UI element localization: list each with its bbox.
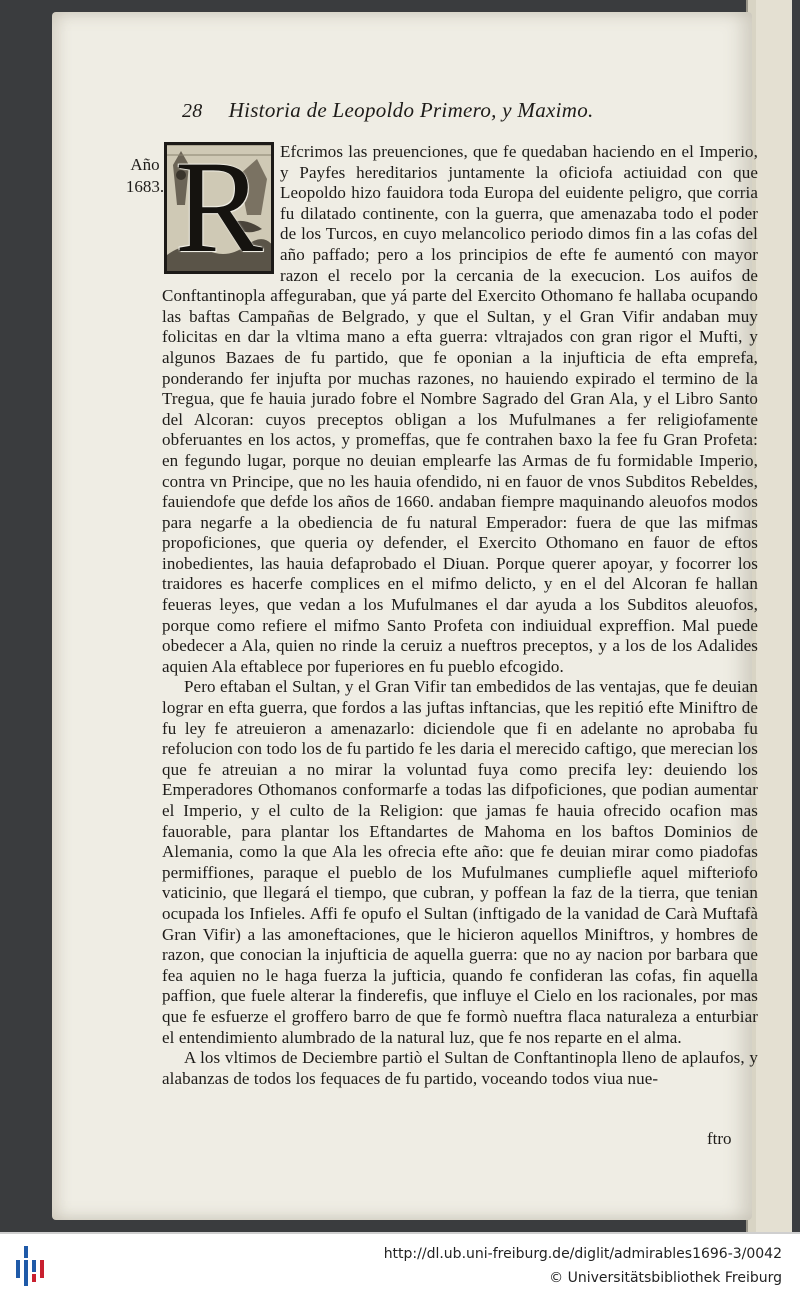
viewer-footer: [0, 1232, 800, 1293]
paragraph-1: Efcrimos las preuenciones, que fe quedaban haciendo en el Imperio, y Payfes hereditarios juntamente la oficiofa actiuidad con que Leopoldo hizo fauidora toda Europa del euidente peligro, que corria fu dilatado continente, con la guerra, que amenazaba todo el poder de los Turcos, en cuyo melancolico periodo dimos fin a las cofas del año paffado; pero a los principios de efte fe aumentó con mayor razon el recelo por la cercania de la execucion. Los auifos de Conftantinopla affeguraban, que yá parte del Exercito Othomano fe hallaba ocupando las baftas Campañas de Belgrado, y que el Sultan, y el Gran Vifir andaban muy folicitas en dar la vltima mano a efta guerra: vltrajados con gran rigor el Mufti, y algunos Bazaes de fu partido, que fe oponian a la injufticia de efta emprefa, ponderando fer injufta por muchas razones, no hauiendo expirado el termino de la Tregua, que fe hauia jurado fobre el Nombre Sagrado del Gran Ala, y el Libro Santo del Alcoran: cuyos preceptos obligan a los Mufulmanes a fer religiofamente obferuantes en los actos, y promeffas, que fe contrahen baxo la fee fu Gran Profeta: en fegundo lugar, porque no deuian emplearfe las Armas de fu formidable Imperio, contra vn Principe, que no les hauia ofendido, ni en fauor de vnos Subditos Rebeldes, fauiendofe que defde los años de 1660. andaban fiempre maquinando aleuofos modos para negarfe a la obediencia de fu natural Emperador: fuera de que las mifmas propoficiones, que queria oy defender, el Exercito Othomano en fauor de eftos inobedientes, las hauia defaprobado el Diuan. Porque querer apoyar, y focorrer los traidores es hacerfe complices en el mifmo delicto, y en el del Alcoran fe hallan feueras leyes, que vedan a los Mufulmanes el dar ayuda a los Subditos aleuofos, porque como refiere el mifmo Santo Profeta con indiuidual expreffion. Mal puede obedecer a Ala, quien no rinde la ceruiz a nueftros preceptos, y a los de los Adalides aquien Ala eftablece por fuperiores en fu pueblo efcogido.: [162, 142, 758, 676]
facing-page-shadow: [792, 0, 800, 1232]
permalink-url[interactable]: http://dl.ub.uni-freiburg.de/diglit/admirables1696-3/0042: [383, 1246, 782, 1262]
margin-note-year: 1683.: [125, 177, 165, 196]
library-logo-icon: [12, 1246, 52, 1286]
initial-letter: R: [174, 142, 264, 274]
page-number: 28: [182, 100, 203, 122]
catchword: ftro: [707, 1129, 732, 1148]
decorated-initial: [164, 142, 274, 274]
paragraph-2: Pero eftaban el Sultan, y el Gran Vifir tan embedidos de las ventajas, que fe deuian lograr en efta guerra, que fordos a las juftas inftancias, que les repitió efte Miniftro de fu ley fe atreuieron a amenazarlo: diciendole que fi en adelante no aprobaba fu refolucion con todo los de fu partido fe les daria el merecido caftigo, que merecian los que fe atreuian a no mirar la voluntad fuya como precifa ley: deuiendo los Emperadores Othomanos conformarfe a todas las difpoficiones, que podian aumentar el Imperio, y el culto de la Religion: que jamas fe hauia ofrecido ocafion mas fauorable, para plantar los Eftandartes de Mahoma en los baftos Dominios de Alemania, como la que Ala les ofrecia efte año: que fe deuian mirar como piadofas permiffiones, paraque el pueblo de los Mufulmanes cumpliefle aquel mifteriofo vaticinio, que llegará el tiempo, que cubran, y poffean la faz de la tierra, que tenian ocupada los Infieles. Affi fe opufo el Sultan (inftigado de la vanidad de Carà Muftafà Gran Vifir) a las amoneftaciones, que le hicieron aquellos Miniftros, y hombres de razon, que conocian la injufticia de aquella guerra: que no ay nacion por barbara que fea aquien no le haga fuerza la jufticia, quando fe confideran las cofas, fin aquella paffion, que fuele alterar la finderefis, que influye el Cielo en los racionales, por mas que fe esfuerze el groffero barro de que fe formò nueftra flaca naturaleza a enturbiar el entendimiento alumbrado de la natural luz, que fe nos reparte en el alma.: [162, 677, 758, 1047]
facing-page-paper: [756, 0, 796, 1232]
margin-note-label: Año: [130, 155, 160, 174]
running-head: [182, 98, 702, 123]
copyright-notice: © Universitätsbibliothek Freiburg: [549, 1270, 782, 1286]
body-text: [162, 142, 758, 1089]
paragraph-3: A los vltimos de Deciembre partiò el Sultan de Conftantinopla lleno de aplaufos, y alabanzas de todos los fequaces de fu partido, voceando todos viua nue-: [162, 1048, 758, 1088]
book-page: [52, 12, 758, 1220]
running-title: Historia de Leopoldo Primero, y Maximo.: [228, 98, 594, 122]
